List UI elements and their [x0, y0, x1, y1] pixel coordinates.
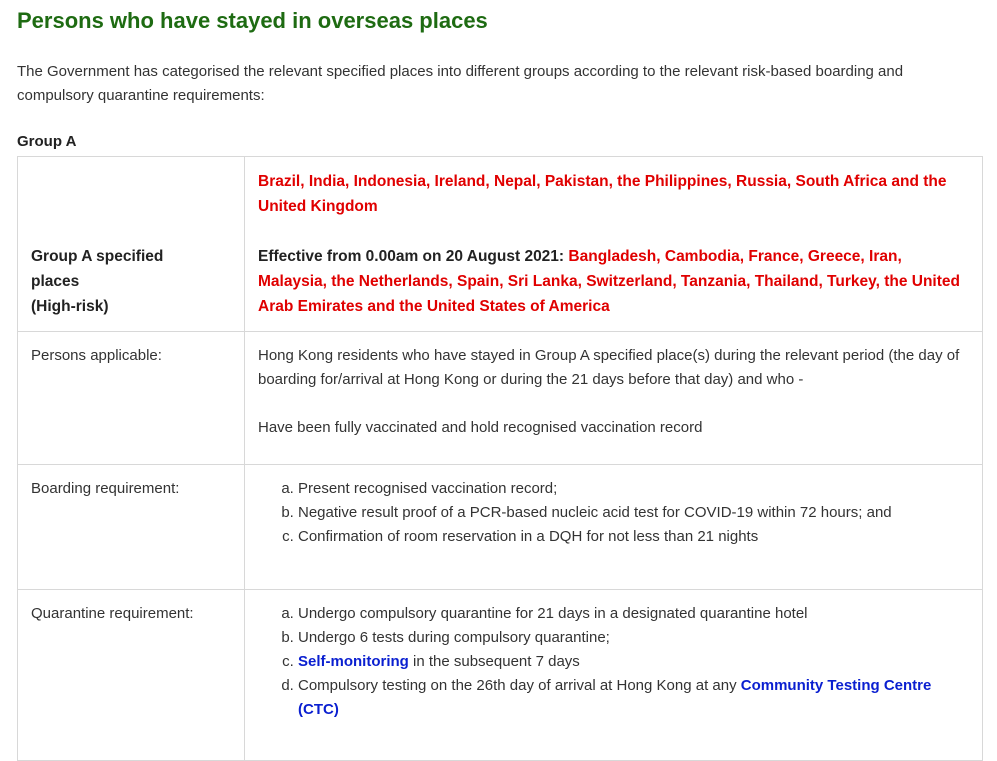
persons-paragraph: Hong Kong residents who have stayed in Group A specified place(s) during the relevant period (the day of boarding for/arrival at Hong Kong or during the 21 days before that day) and who -	[258, 347, 960, 388]
effective-date-label: Effective from 0.00am on 20 August 2021:	[258, 248, 565, 265]
table-row-specified-places	[18, 157, 983, 332]
community-testing-centre-link[interactable]: Community Testing Centre (CTC)	[298, 677, 932, 718]
group-a-table	[17, 156, 983, 761]
label-line: Group A specified	[31, 248, 164, 265]
persons-label: Persons applicable:	[31, 347, 162, 364]
persons-cell	[245, 332, 983, 465]
self-monitoring-link[interactable]: Self-monitoring	[298, 653, 409, 670]
list-item	[298, 650, 972, 674]
table-row-quarantine-requirement	[18, 590, 983, 761]
label-line: places	[31, 273, 80, 290]
list-item-text: in the subsequent 7 days	[408, 653, 580, 670]
quarantine-cell	[245, 590, 983, 761]
places-list-new: Bangladesh, Cambodia, France, Greece, Iran, Malaysia, the Netherlands, Spain, Sri Lanka, Switzerland, Tanzania, Thailand, Turkey, the United Arab Emirates and the United States of America	[258, 248, 960, 315]
persons-condition: Have been fully vaccinated and hold recognised vaccination record	[258, 419, 703, 436]
table-row-boarding-requirement	[18, 465, 983, 590]
list-item: b. Undergo 6 tests during compulsory quarantine;	[298, 626, 972, 650]
boarding-list	[258, 477, 972, 549]
list-item-text: Compulsory testing on the 26th day of arrival at Hong Kong at any	[298, 677, 741, 694]
specified-places-label	[31, 244, 244, 319]
boarding-label: Boarding requirement:	[31, 480, 180, 497]
list-item: c. Confirmation of room reservation in a DQH for not less than 21 nights	[298, 525, 972, 549]
label-line: (High-risk)	[31, 298, 109, 315]
quarantine-list	[258, 602, 972, 722]
quarantine-label: Quarantine requirement:	[31, 605, 194, 622]
specified-places-label-cell	[18, 157, 245, 332]
quarantine-label-cell	[18, 590, 245, 761]
boarding-cell	[245, 465, 983, 590]
list-item	[298, 674, 972, 722]
intro-paragraph: The Government has categorised the relevant specified places into different groups according to the relevant risk-based boarding and compulsory quarantine requirements:	[17, 63, 904, 104]
list-item: b. Negative result proof of a PCR-based nucleic acid test for COVID-19 within 72 hours; and	[298, 501, 972, 525]
specified-places-cell	[245, 157, 983, 332]
places-list-effective	[258, 244, 972, 319]
list-item: a. Undergo compulsory quarantine for 21 days in a designated quarantine hotel	[298, 602, 972, 626]
page-title: Persons who have stayed in overseas places	[17, 8, 488, 33]
boarding-label-cell	[18, 465, 245, 590]
list-item: a. Present recognised vaccination record;	[298, 477, 972, 501]
table-row-persons-applicable	[18, 332, 983, 465]
group-heading: Group A	[17, 133, 77, 150]
persons-label-cell	[18, 332, 245, 465]
places-list-current: Brazil, India, Indonesia, Ireland, Nepal, Pakistan, the Philippines, Russia, South Africa and the United Kingdom	[258, 173, 947, 215]
